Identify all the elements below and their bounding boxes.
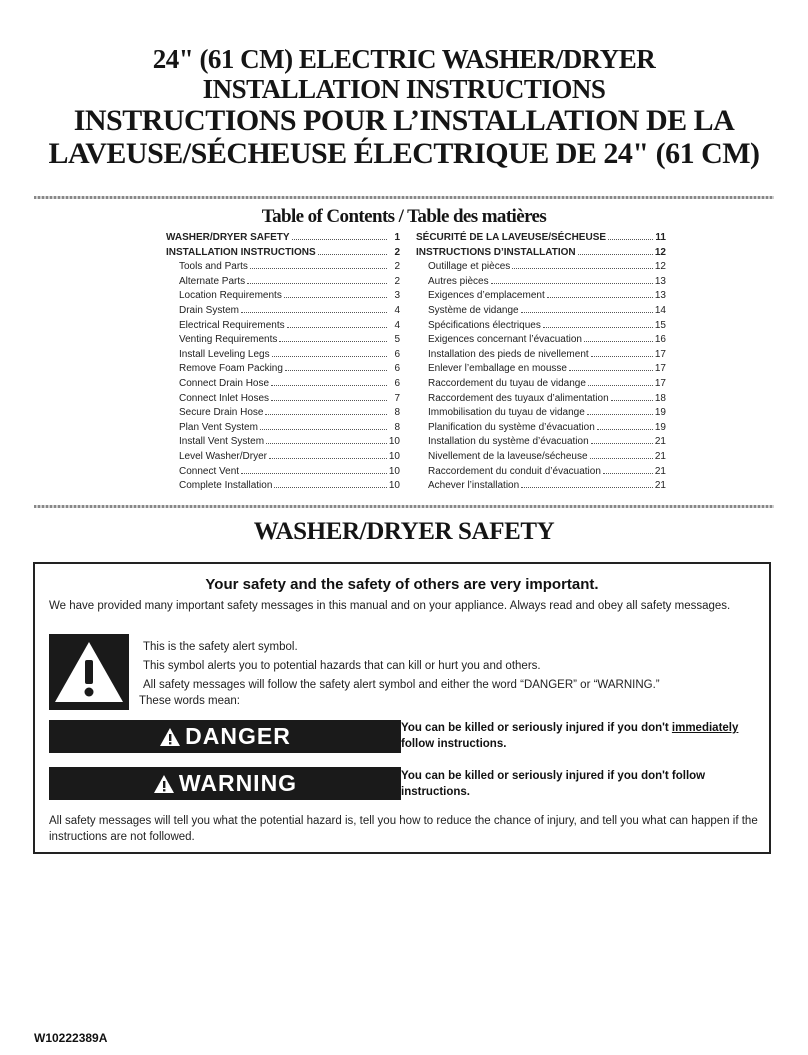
toc-entry-label: SÉCURITÉ DE LA LAVEUSE/SÉCHEUSE bbox=[416, 232, 607, 243]
danger-text-emphasis: immediately bbox=[671, 722, 739, 734]
toc-entry-label: Alternate Parts bbox=[179, 275, 246, 287]
toc-entry-label: INSTALLATION INSTRUCTIONS bbox=[166, 246, 316, 258]
toc-entry-label: Plan Vent System bbox=[179, 421, 258, 433]
alert-line-1: This is the safety alert symbol. bbox=[143, 641, 298, 653]
toc-entry-page: 13 bbox=[654, 290, 666, 302]
toc-leader-dots bbox=[578, 246, 653, 255]
toc-entry-label: Connect Vent bbox=[179, 465, 240, 477]
toc-leader-dots bbox=[269, 450, 387, 459]
toc-entry-label: Enlever l’emballage en mousse bbox=[428, 363, 567, 375]
toc-leader-dots bbox=[588, 377, 653, 386]
divider-rule bbox=[34, 505, 774, 508]
toc-entry-label: Drain System bbox=[179, 304, 240, 316]
toc-entry bbox=[166, 406, 400, 421]
toc-leader-dots bbox=[265, 406, 387, 415]
toc-entry bbox=[166, 421, 400, 436]
toc-entry-label: INSTRUCTIONS D’INSTALLATION bbox=[416, 246, 576, 258]
safety-alert-icon bbox=[49, 634, 129, 710]
toc-entry bbox=[166, 465, 400, 480]
toc-entry-page: 7 bbox=[394, 392, 400, 404]
toc-entry-page: 8 bbox=[394, 407, 400, 419]
toc-leader-dots bbox=[285, 362, 387, 371]
toc-entry-page: 10 bbox=[388, 450, 400, 462]
toc-leader-dots bbox=[543, 319, 653, 328]
toc-entry bbox=[166, 348, 400, 363]
toc-entry-page: 21 bbox=[654, 480, 666, 492]
warning-label: WARNING bbox=[178, 770, 298, 796]
section-title: WASHER/DRYER SAFETY bbox=[253, 518, 555, 545]
toc-title: Table of Contents / Table des matières bbox=[261, 206, 547, 227]
toc-entry bbox=[416, 392, 666, 407]
toc-leader-dots bbox=[272, 348, 387, 357]
toc-entry bbox=[166, 435, 400, 450]
toc-entry-page: 4 bbox=[394, 319, 400, 331]
toc-entry-page: 15 bbox=[654, 319, 666, 331]
warning-signal-bar bbox=[49, 767, 401, 800]
toc-entry bbox=[166, 362, 400, 377]
alert-line-4: These words mean: bbox=[139, 695, 240, 707]
toc-leader-dots bbox=[584, 333, 653, 342]
toc-entry-label: Immobilisation du tuyau de vidange bbox=[428, 407, 585, 419]
safety-box bbox=[33, 562, 771, 854]
toc-entry-label: WASHER/DRYER SAFETY bbox=[166, 232, 290, 243]
toc-entry-page: 1 bbox=[394, 232, 400, 243]
toc-entry-page: 17 bbox=[654, 348, 666, 360]
toc-leader-dots bbox=[491, 275, 653, 284]
toc-leader-dots bbox=[603, 465, 653, 474]
toc-entry-page: 4 bbox=[394, 304, 400, 316]
toc-leader-dots bbox=[241, 304, 387, 313]
toc-entry-label: Installation du système d’évacuation bbox=[428, 436, 589, 448]
toc-entry bbox=[416, 260, 666, 275]
toc-leader-dots bbox=[591, 348, 653, 357]
toc-entry bbox=[416, 333, 666, 348]
toc-entry bbox=[166, 289, 400, 304]
toc-entry-label: Location Requirements bbox=[179, 290, 282, 302]
toc-entry bbox=[166, 479, 400, 494]
title-english-line-1: 24" (61 CM) ELECTRIC WASHER/DRYER bbox=[152, 44, 656, 74]
toc-leader-dots bbox=[590, 450, 653, 459]
toc-entry bbox=[416, 465, 666, 480]
toc-entry-page: 21 bbox=[654, 450, 666, 462]
warning-text-line-1: You can be killed or seriously injured if you don't follow bbox=[401, 770, 706, 782]
toc-leader-dots bbox=[521, 479, 653, 488]
toc-leader-dots bbox=[284, 289, 387, 298]
toc-entry bbox=[166, 377, 400, 392]
toc-entry-page: 17 bbox=[654, 363, 666, 375]
toc-entry-label: Raccordement du conduit d’évacuation bbox=[428, 465, 601, 477]
toc-entry-label: Planification du système d’évacuation bbox=[428, 421, 595, 433]
title-english-line-2: INSTALLATION INSTRUCTIONS bbox=[202, 74, 606, 104]
toc-entry-label: Raccordement du tuyau de vidange bbox=[428, 377, 586, 389]
toc-entry-page: 11 bbox=[655, 232, 666, 243]
divider-rule bbox=[34, 196, 774, 199]
toc-leader-dots bbox=[569, 362, 653, 371]
danger-text-start: You can be killed or seriously injured if you don't bbox=[401, 722, 672, 734]
toc-entry bbox=[166, 260, 400, 275]
toc-leader-dots bbox=[266, 435, 387, 444]
toc-leader-dots bbox=[279, 333, 387, 342]
toc-entry bbox=[166, 246, 400, 261]
toc-entry-label: Outillage et pièces bbox=[428, 261, 511, 273]
toc-entry-page: 10 bbox=[388, 465, 400, 477]
toc-entry-label: Tools and Parts bbox=[179, 261, 248, 273]
toc-entry bbox=[166, 275, 400, 290]
toc-entry-label: Install Leveling Legs bbox=[179, 348, 270, 360]
toc-entry-page: 18 bbox=[654, 392, 666, 404]
toc-entry-label: Exigences concernant l’évacuation bbox=[428, 334, 582, 346]
toc-entry-label: Remove Foam Packing bbox=[179, 363, 283, 375]
toc-entry-page: 12 bbox=[654, 246, 666, 258]
toc-entry bbox=[416, 406, 666, 421]
toc-entry-label: Venting Requirements bbox=[179, 334, 278, 346]
toc-entry-label: Secure Drain Hose bbox=[179, 407, 264, 419]
toc-entry bbox=[416, 450, 666, 465]
toc-entry-page: 17 bbox=[654, 377, 666, 389]
toc-entry bbox=[416, 377, 666, 392]
toc-leader-dots bbox=[287, 319, 387, 328]
toc-leader-dots bbox=[247, 275, 387, 284]
safety-footer: All safety messages will tell you what the potential hazard is, tell you how to reduce the chance of injury, and tell you what can happen if the instructions are not followed. bbox=[49, 815, 758, 843]
danger-label: DANGER bbox=[185, 723, 291, 749]
title-french-line-2: LAVEUSE/SÉCHEUSE ÉLECTRIQUE DE 24" (61 CM) bbox=[48, 137, 760, 170]
toc-leader-dots bbox=[611, 392, 653, 401]
toc-entry-page: 2 bbox=[394, 246, 400, 258]
document-number: W10222389A bbox=[34, 1031, 108, 1045]
toc-entry bbox=[166, 450, 400, 465]
toc-entry-page: 2 bbox=[394, 275, 400, 287]
toc-entry-page: 19 bbox=[654, 421, 666, 433]
toc-entry-label: Nivellement de la laveuse/sécheuse bbox=[428, 450, 588, 462]
toc-entry bbox=[166, 333, 400, 348]
safety-intro: We have provided many important safety messages in this manual and on your appliance. Always read and obey all safety messages. bbox=[49, 600, 731, 612]
toc-entry bbox=[166, 319, 400, 334]
toc-entry bbox=[416, 246, 666, 261]
toc-leader-dots bbox=[521, 304, 653, 313]
alert-line-3: All safety messages will follow the safety alert symbol and either the word “DANGER” or “WARNING.” bbox=[143, 679, 660, 691]
toc-entry bbox=[416, 231, 666, 246]
toc-leader-dots bbox=[547, 289, 653, 298]
toc-entry-page: 10 bbox=[388, 480, 400, 492]
toc-entry-label: Complete Installation bbox=[179, 480, 273, 492]
toc-entry bbox=[166, 231, 400, 246]
toc-leader-dots bbox=[241, 465, 387, 474]
toc-entry-page: 5 bbox=[394, 334, 400, 346]
toc-entry-page: 6 bbox=[394, 363, 400, 375]
toc-entry-label: Achever l’installation bbox=[428, 480, 520, 492]
toc-entry-page: 3 bbox=[394, 290, 400, 302]
toc-entry-label: Electrical Requirements bbox=[179, 319, 285, 331]
toc-leader-dots bbox=[608, 231, 653, 240]
toc-english-column bbox=[166, 231, 400, 494]
toc-entry bbox=[416, 479, 666, 494]
toc-entry bbox=[416, 362, 666, 377]
toc-entry-label: Installation des pieds de nivellement bbox=[428, 348, 589, 360]
toc-entry-label: Autres pièces bbox=[428, 275, 489, 287]
toc-entry bbox=[416, 289, 666, 304]
toc-leader-dots bbox=[271, 377, 387, 386]
title-french-line-1: INSTRUCTIONS POUR L’INSTALLATION DE LA bbox=[73, 104, 735, 137]
toc-entry-page: 21 bbox=[654, 465, 666, 477]
toc-entry-page: 13 bbox=[654, 275, 666, 287]
toc-entry-page: 14 bbox=[654, 304, 666, 316]
toc-entry bbox=[416, 348, 666, 363]
toc-entry-page: 6 bbox=[394, 348, 400, 360]
toc-leader-dots bbox=[587, 406, 653, 415]
danger-description bbox=[401, 720, 771, 752]
toc-entry-label: Spécifications électriques bbox=[428, 319, 541, 331]
toc-entry-label: Install Vent System bbox=[179, 436, 265, 448]
toc-entry-page: 8 bbox=[394, 421, 400, 433]
toc-entry bbox=[416, 275, 666, 290]
toc-entry-label: Exigences d’emplacement bbox=[428, 290, 545, 302]
toc-entry-page: 12 bbox=[654, 261, 666, 273]
alert-triangle-icon bbox=[153, 774, 175, 794]
warning-description bbox=[401, 768, 771, 800]
toc-entry-page: 16 bbox=[654, 334, 666, 346]
toc-entry-page: 6 bbox=[394, 377, 400, 389]
toc-leader-dots bbox=[512, 260, 653, 269]
toc-leader-dots bbox=[260, 421, 387, 430]
toc-leader-dots bbox=[274, 479, 386, 488]
safety-heading: Your safety and the safety of others are very important. bbox=[205, 576, 599, 593]
toc-entry-label: Level Washer/Dryer bbox=[179, 450, 267, 462]
danger-signal-bar bbox=[49, 720, 401, 753]
toc-leader-dots bbox=[318, 246, 387, 255]
toc-leader-dots bbox=[591, 435, 653, 444]
alert-triangle-icon bbox=[159, 727, 181, 747]
toc-entry bbox=[166, 304, 400, 319]
alert-line-2: This symbol alerts you to potential hazards that can kill or hurt you and others. bbox=[143, 660, 541, 672]
toc-entry bbox=[416, 304, 666, 319]
toc-entry bbox=[166, 392, 400, 407]
toc-entry-label: Connect Inlet Hoses bbox=[179, 392, 270, 404]
toc-entry-label: Raccordement des tuyaux d’alimentation bbox=[428, 392, 609, 404]
toc-entry-label: Système de vidange bbox=[428, 304, 519, 316]
warning-text-line-2: instructions. bbox=[401, 786, 471, 798]
danger-text-end: follow instructions. bbox=[401, 738, 507, 750]
toc-entry bbox=[416, 421, 666, 436]
toc-entry bbox=[416, 435, 666, 450]
toc-entry-page: 10 bbox=[388, 436, 400, 448]
toc-entry-page: 21 bbox=[654, 436, 666, 448]
document-title bbox=[0, 44, 808, 170]
toc-entry-page: 19 bbox=[654, 407, 666, 419]
toc-leader-dots bbox=[250, 260, 387, 269]
toc-entry-label: Connect Drain Hose bbox=[179, 377, 270, 389]
toc-french-column bbox=[416, 231, 666, 494]
toc-leader-dots bbox=[597, 421, 653, 430]
toc-entry bbox=[416, 319, 666, 334]
toc-leader-dots bbox=[292, 231, 387, 240]
toc-entry-page: 2 bbox=[394, 261, 400, 273]
toc-leader-dots bbox=[271, 392, 387, 401]
